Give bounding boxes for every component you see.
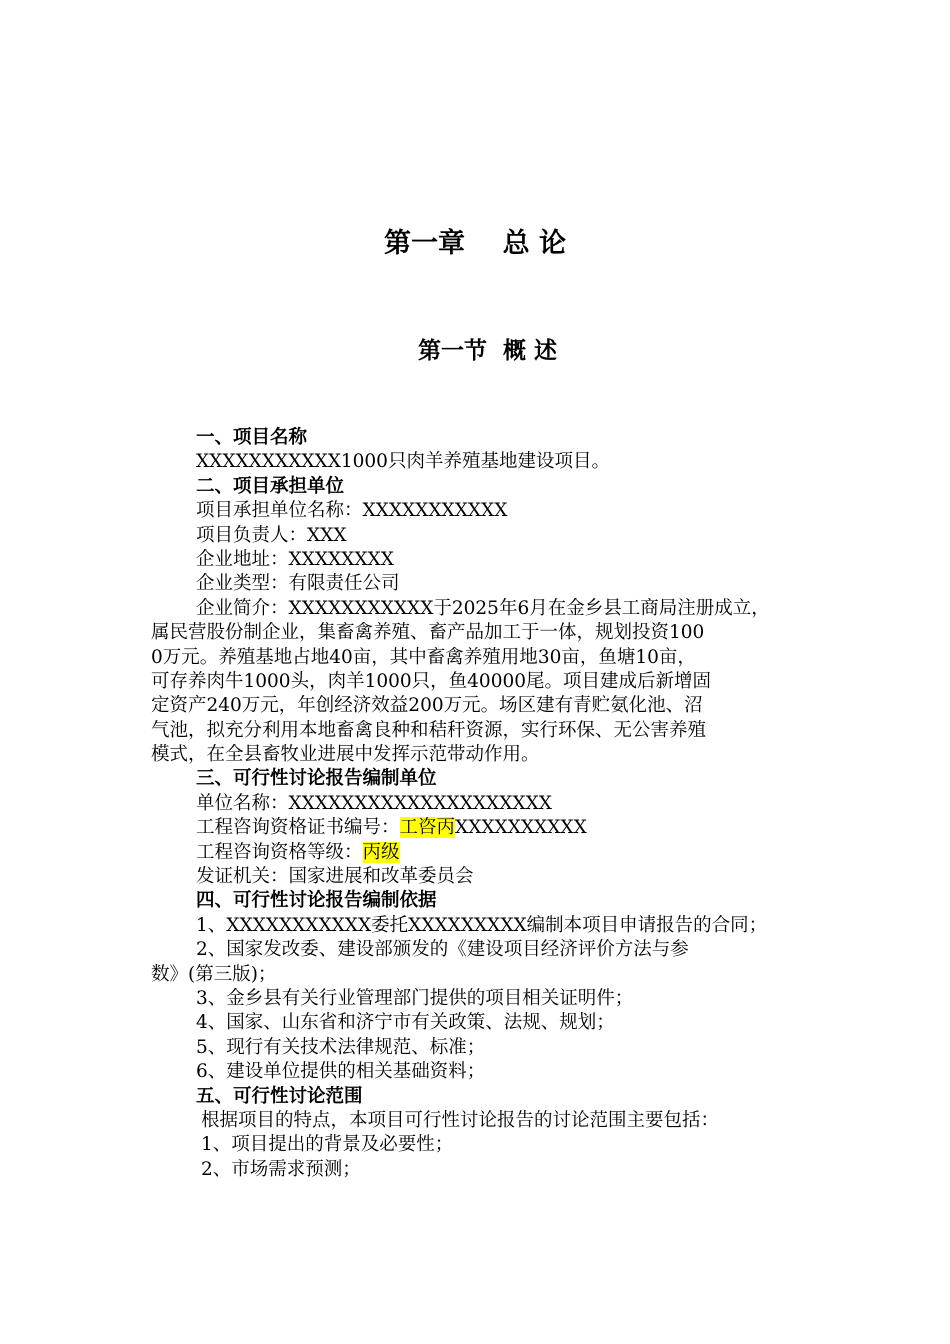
heading-basis: 四、可行性讨论报告编制依据 xyxy=(196,890,437,912)
section-title: 第一节 概 述 xyxy=(417,338,558,364)
grade-highlight: 丙级 xyxy=(362,841,400,863)
scope-item: 2、市场需求预测； xyxy=(201,1158,361,1180)
intro-line: 属民营股份制企业，集畜禽养殖、畜产品加工于一体，规划投资100 xyxy=(151,622,705,644)
issuer-text: 发证机关：国家进展和改革委员会 xyxy=(196,866,474,888)
basis-item: 6、建设单位提供的相关基础资料； xyxy=(196,1061,486,1083)
scope-intro-text: 根据项目的特点，本项目可行性讨论报告的讨论范围主要包括： xyxy=(201,1109,720,1131)
basis-item: 4、国家、山东省和济宁市有关政策、法规、规划； xyxy=(196,1012,615,1034)
compiler-name-text: 单位名称：XXXXXXXXXXXXXXXXXXXX xyxy=(196,792,552,814)
cert-number-highlight: 工咨丙 xyxy=(399,817,456,839)
basis-item: 5、现行有关技术法律规范、标准； xyxy=(196,1036,486,1058)
leader-text: 项目负责人：XXX xyxy=(196,524,347,546)
unit-name-text: 项目承担单位名称：XXXXXXXXXXX xyxy=(196,500,508,522)
grade-label: 工程咨询资格等级： xyxy=(196,841,363,863)
cert-number-line xyxy=(151,816,841,840)
scope-item: 1、项目提出的背景及必要性； xyxy=(201,1134,454,1156)
cert-number-value: XXXXXXXXXX xyxy=(455,817,587,839)
cert-number-label: 工程咨询资格证书编号： xyxy=(196,817,400,839)
heading-project-name: 一、项目名称 xyxy=(196,427,308,448)
address-text: 企业地址：XXXXXXXX xyxy=(196,548,394,570)
qualification-grade-line xyxy=(151,841,841,865)
intro-line: 模式，在全县畜牧业进展中发挥示范带动作用。 xyxy=(151,744,540,766)
heading-scope: 五、可行性讨论范围 xyxy=(196,1085,363,1107)
document-body xyxy=(151,426,841,1182)
intro-line: 0万元。养殖基地占地40亩，其中畜禽养殖用地30亩，鱼塘10亩， xyxy=(151,646,696,668)
company-type-text: 企业类型：有限责任公司 xyxy=(196,573,400,595)
intro-line: 气池，拟充分利用本地畜禽良种和秸秆资源，实行环保、无公害养殖 xyxy=(151,719,707,741)
intro-line: 定资产240万元，年创经济效益200万元。场区建有青贮氨化池、沼 xyxy=(151,695,703,717)
chapter-title: 第一章 总 论 xyxy=(384,228,566,259)
basis-item: 1、XXXXXXXXXXX委托XXXXXXXXX编制本项目申请报告的合同； xyxy=(196,914,768,936)
basis-item: 2、国家发改委、建设部颁发的《建设项目经济评价方法与参 xyxy=(196,939,689,961)
intro-line: 可存养肉牛1000头，肉羊1000只，鱼40000尾。项目建成后新增固 xyxy=(151,670,712,692)
basis-item-continued: 数》(第三版)； xyxy=(151,963,277,985)
basis-item: 3、金乡县有关行业管理部门提供的项目相关证明件； xyxy=(196,987,634,1009)
heading-undertaking-unit: 二、项目承担单位 xyxy=(196,475,345,497)
heading-compiler-unit: 三、可行性讨论报告编制单位 xyxy=(196,768,437,790)
project-name-text: XXXXXXXXXXX1000只肉羊养殖基地建设项目。 xyxy=(196,451,610,473)
intro-line: 企业简介：XXXXXXXXXXX于2025年6月在金乡县工商局注册成立， xyxy=(196,597,770,619)
